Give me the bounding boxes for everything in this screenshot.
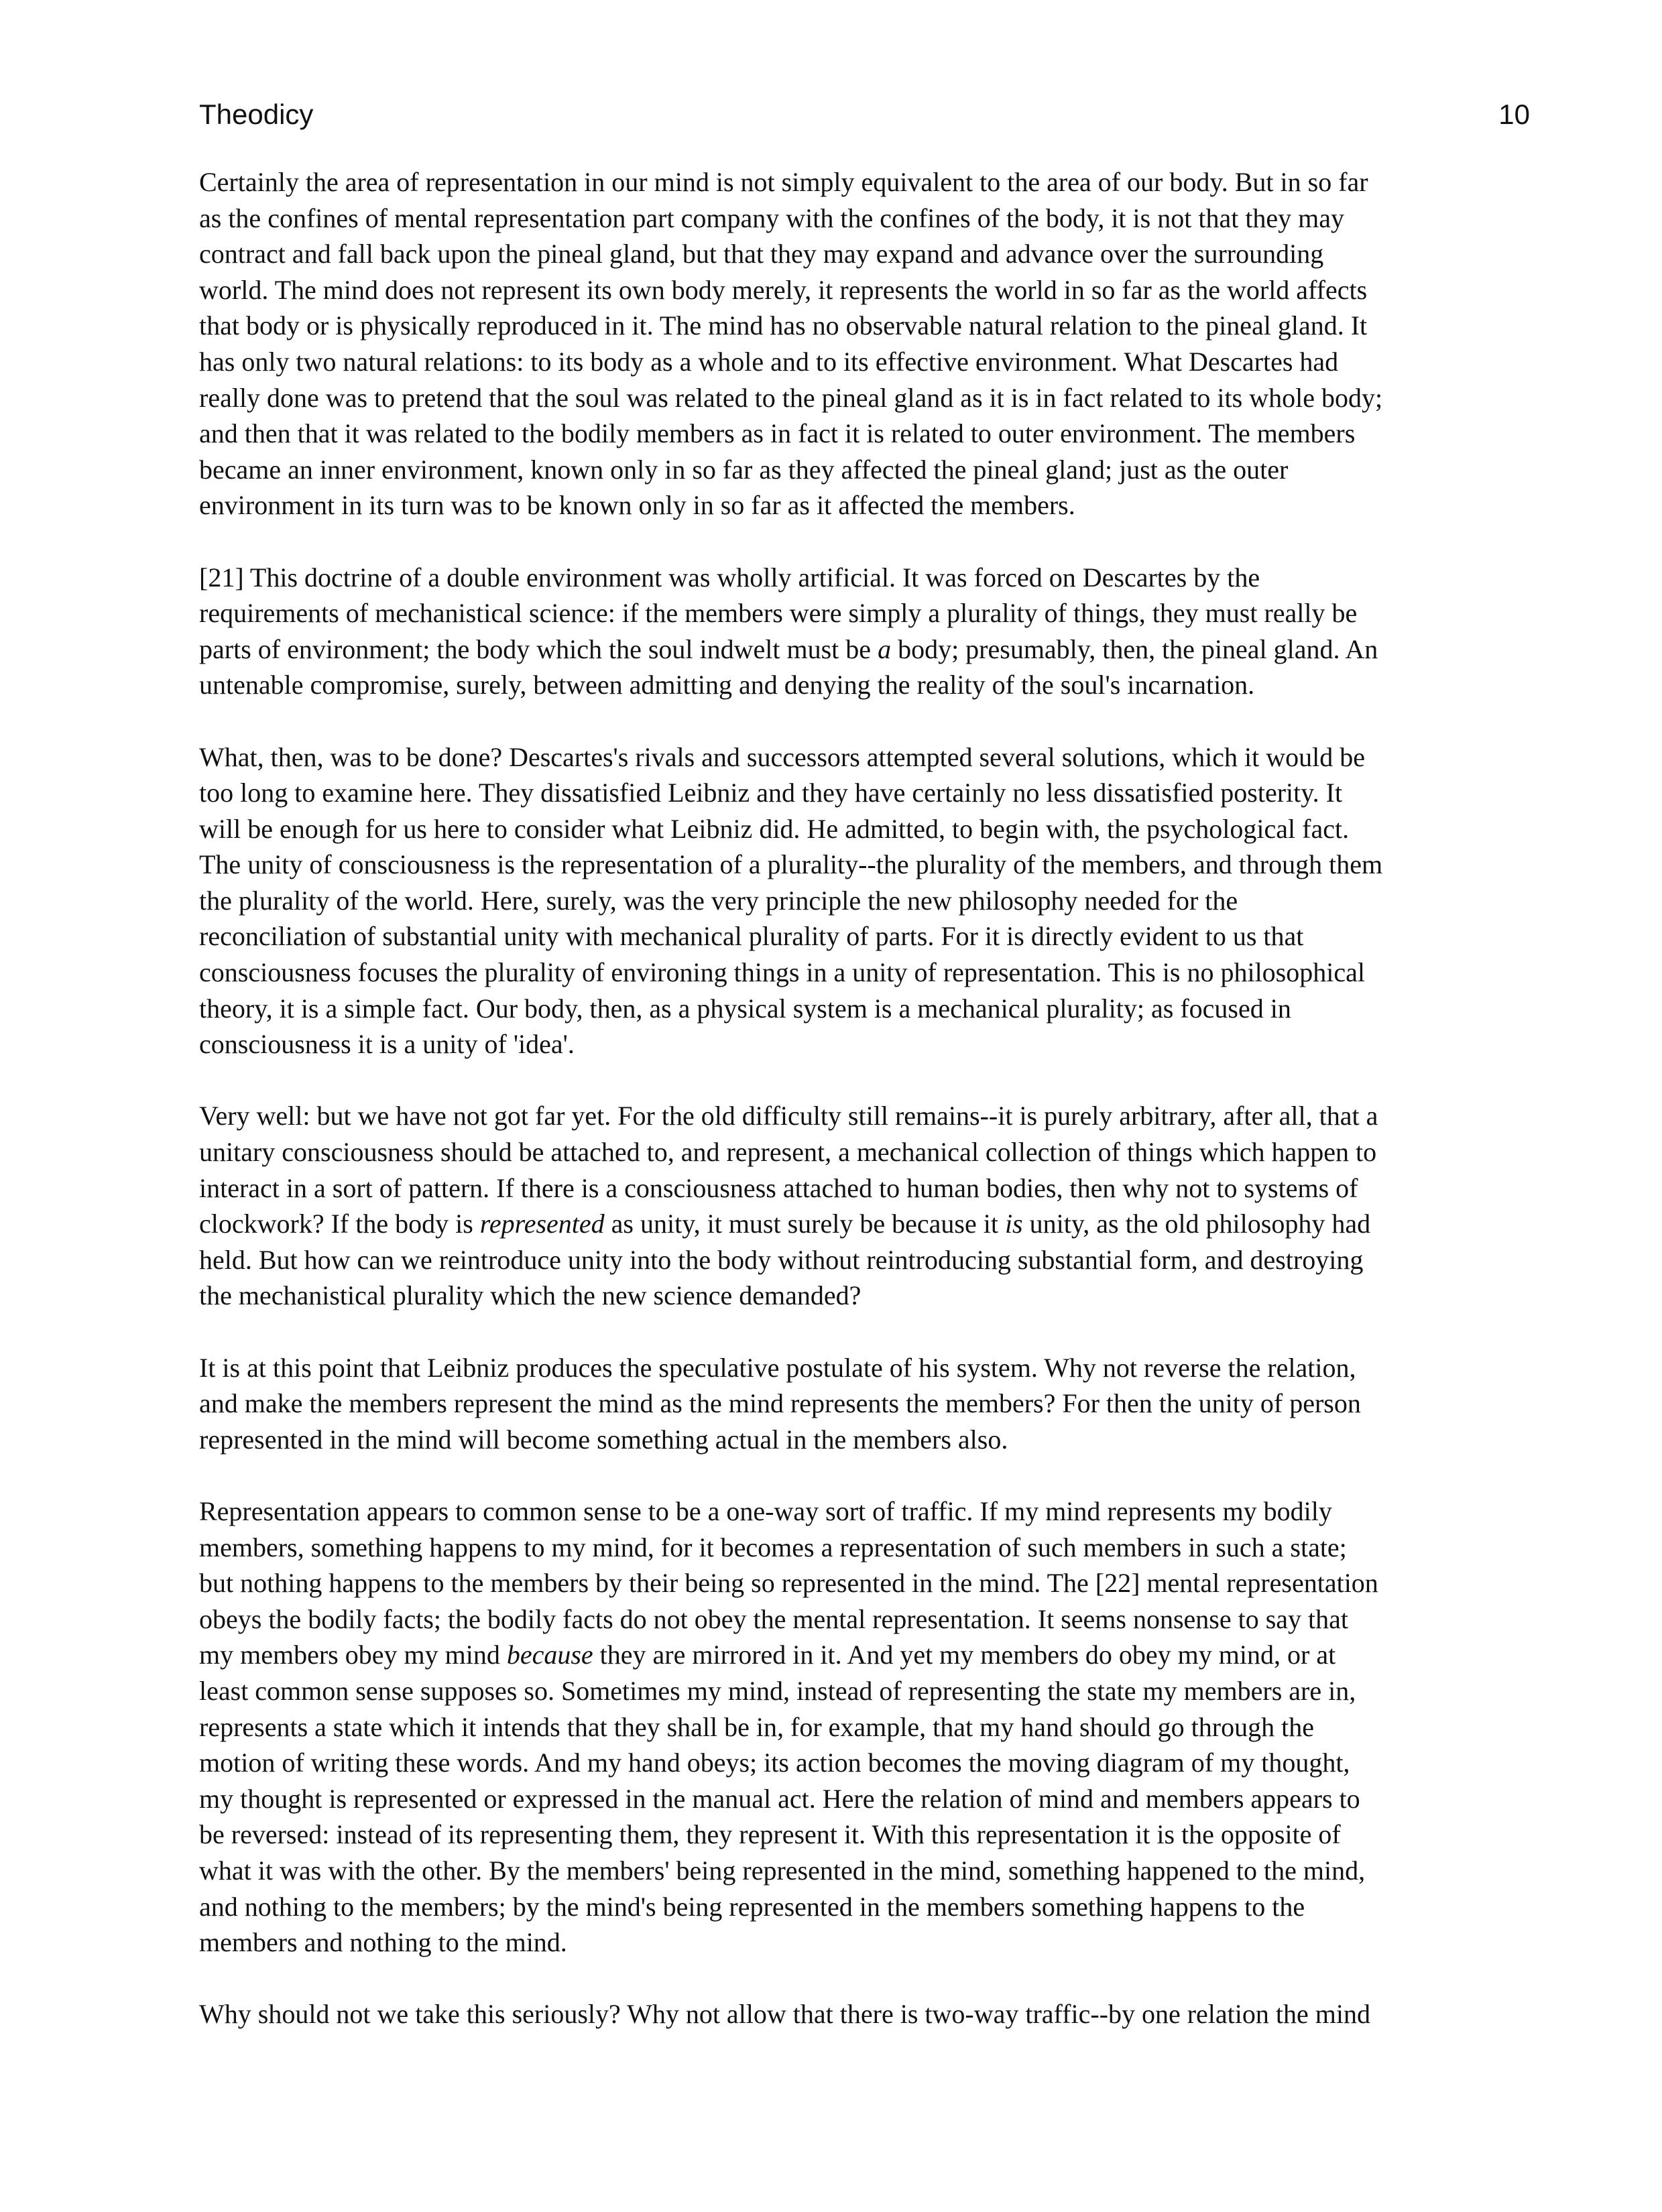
text-line: world. The mind does not represent its own body merely, it represents the world in so far as the world affects xyxy=(199,274,1368,305)
emphasis: a xyxy=(878,633,892,664)
text-line: will be enough for us here to consider what Leibniz did. He admitted, to begin with, the psychological fact. xyxy=(199,813,1350,844)
text-line: unitary consciousness should be attached to, and represent, a mechanical collection of things which happen to xyxy=(199,1137,1377,1168)
text-line: consciousness it is a unity of 'idea'. xyxy=(199,1029,575,1060)
text-line: members, something happens to my mind, for it becomes a representation of such members in such a state; xyxy=(199,1532,1347,1562)
text-line: the mechanistical plurality which the new science demanded? xyxy=(199,1280,862,1311)
text-line: environment in its turn was to be known only in so far as it affected the members. xyxy=(199,490,1075,521)
text-line: has only two natural relations: to its body as a whole and to its effective environment. What Descartes had xyxy=(199,346,1339,377)
text-line: Very well: but we have not got far yet. For the old difficulty still remains--it is purely arbitrary, after all, that a xyxy=(199,1101,1378,1131)
text-line: interact in a sort of pattern. If there is a consciousness attached to human bodies, then why not to systems of xyxy=(199,1172,1358,1203)
text-line: motion of writing these words. And my hand obeys; its action becomes the moving diagram of my thought, xyxy=(199,1747,1350,1778)
paragraph xyxy=(199,739,1533,1062)
paragraph xyxy=(199,1493,1533,1961)
text-line: reconciliation of substantial unity with mechanical plurality of parts. For it is directly evident to us that xyxy=(199,921,1304,952)
text-line: Why should not we take this seriously? Why not allow that there is two-way traffic--by one relation the mind xyxy=(199,1999,1370,2030)
text-line: The unity of consciousness is the representation of a plurality--the plurality of the members, and through them xyxy=(199,849,1383,880)
text-line: members and nothing to the mind. xyxy=(199,1927,567,1958)
text-line: that body or is physically reproduced in it. The mind has no observable natural relation to the pineal gland. It xyxy=(199,310,1368,341)
text-line: requirements of mechanistical science: if the members were simply a plurality of things, they must really be xyxy=(199,598,1358,629)
paragraph xyxy=(199,1098,1533,1314)
text-line: parts of environment; the body which the soul indwelt must be a body; presumably, then, the pineal gland. An xyxy=(199,633,1378,664)
text-line: my thought is represented or expressed in the manual act. Here the relation of mind and members appears to xyxy=(199,1783,1360,1814)
text-line: really done was to pretend that the soul was related to the pineal gland as it is in fact related to its whole body; xyxy=(199,382,1383,413)
text-line: the plurality of the world. Here, surely, was the very principle the new philosophy needed for the xyxy=(199,885,1238,916)
text-line: represented in the mind will become something actual in the members also. xyxy=(199,1424,1008,1455)
text-line: consciousness focuses the plurality of environing things in a unity of representation. This is no philosophical xyxy=(199,957,1365,988)
text-line: held. But how can we reintroduce unity into the body without reintroducing substantial form, and destroying xyxy=(199,1244,1364,1275)
page-number: 10 xyxy=(1498,99,1530,130)
emphasis: is xyxy=(1004,1209,1023,1239)
text-line: obeys the bodily facts; the bodily facts do not obey the mental representation. It seems nonsense to say that xyxy=(199,1603,1349,1634)
text-line: represents a state which it intends that they shall be in, for example, that my hand should go through the xyxy=(199,1711,1314,1742)
text-line: least common sense supposes so. Sometimes my mind, instead of representing the state my members are in, xyxy=(199,1675,1356,1706)
text-line: theory, it is a simple fact. Our body, then, as a physical system is a mechanical plurality; as focused in xyxy=(199,993,1291,1024)
paragraph xyxy=(199,1350,1533,1458)
text-line: what it was with the other. By the members' being represented in the mind, something happened to the mind, xyxy=(199,1855,1366,1886)
text-line: untenable compromise, surely, between admitting and denying the reality of the soul's incarnation. xyxy=(199,670,1255,700)
body-text xyxy=(199,164,1533,2068)
text-line: too long to examine here. They dissatisfied Leibniz and they have certainly no less dissatisfied posterity. It xyxy=(199,778,1343,808)
text-line: contract and fall back upon the pineal gland, but that they may expand and advance over the surrounding xyxy=(199,239,1324,269)
paragraph xyxy=(199,1996,1533,2032)
text-line: Representation appears to common sense to be a one-way sort of traffic. If my mind represents my bodily xyxy=(199,1495,1332,1526)
text-line: [21] This doctrine of a double environment was wholly artificial. It was forced on Descartes by the xyxy=(199,562,1260,593)
text-line: as the confines of mental representation part company with the confines of the body, it is not that they may xyxy=(199,202,1345,233)
emphasis: represented xyxy=(479,1209,605,1239)
emphasis: because xyxy=(506,1640,593,1670)
text-line: but nothing happens to the members by their being so represented in the mind. The [22] mental representation xyxy=(199,1568,1378,1599)
text-line: be reversed: instead of its representing them, they represent it. With this representation it is the opposite of xyxy=(199,1819,1341,1850)
text-line: became an inner environment, known only in so far as they affected the pineal gland; just as the outer xyxy=(199,454,1289,485)
paragraph xyxy=(199,164,1533,524)
text-line: It is at this point that Leibniz produces the speculative postulate of his system. Why not reverse the relation, xyxy=(199,1352,1356,1383)
paragraph xyxy=(199,560,1533,703)
text-line: and then that it was related to the bodily members as in fact it is related to outer environment. The members xyxy=(199,418,1356,449)
text-line: my members obey my mind because they are mirrored in it. And yet my members do obey my mind, or at xyxy=(199,1640,1336,1670)
running-title: Theodicy xyxy=(199,99,314,130)
text-line: clockwork? If the body is represented as unity, it must surely be because it is unity, as the old philosophy had xyxy=(199,1209,1371,1239)
text-line: and nothing to the members; by the mind's being represented in the members something happens to the xyxy=(199,1891,1305,1922)
text-line: Certainly the area of representation in our mind is not simply equivalent to the area of our body. But in so far xyxy=(199,167,1368,197)
text-line: and make the members represent the mind as the mind represents the members? For then the unity of person xyxy=(199,1388,1361,1419)
text-line: What, then, was to be done? Descartes's rivals and successors attempted several solutions, which it would be xyxy=(199,741,1365,772)
